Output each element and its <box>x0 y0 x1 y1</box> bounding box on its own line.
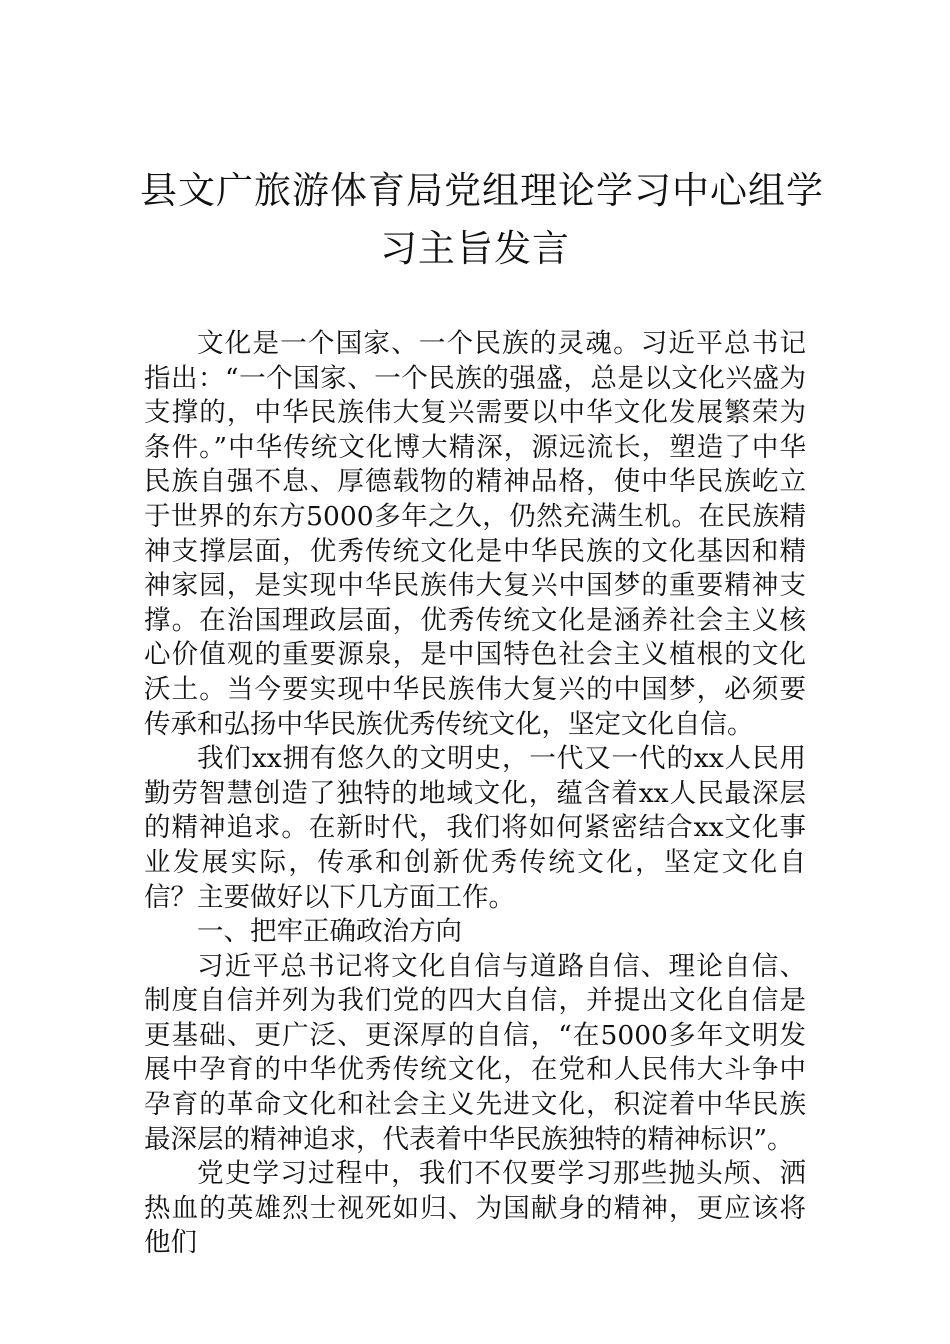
paragraph-3: 习近平总书记将文化自信与道路自信、理论自信、制度自信并列为我们党的四大自信，并提出文化自信是更基础、更广泛、更深厚的自信，“在5000多年文明发展中孕育的中华优秀传统文化，在党和人民伟大斗争中孕育的革命文化和社会主义先进文化，积淀着中华民族最深层的精神追求，代表着中华民族独特的精神标识”。 <box>144 950 806 1155</box>
paragraph-4: 党史学习过程中，我们不仅要学习那些抛头颅、洒热血的英雄烈士视死如归、为国献身的精神，更应该将他们 <box>144 1158 806 1259</box>
section-heading-1: 一、把牢正确政治方向 <box>197 916 462 948</box>
document-title <box>140 162 824 278</box>
paragraph-1: 文化是一个国家、一个民族的灵魂。习近平总书记指出：“一个国家、一个民族的强盛，总是以文化兴盛为支撑的，中华民族伟大复兴需要以中华文化发展繁荣为条件。”中华传统文化博大精深，源远流长，塑造了中华民族自强不息、厚德载物的精神品格，使中华民族屹立于世界的东方5000多年之久，仍然充满生机。在民族精神支撑层面，优秀传统文化是中华民族的文化基因和精神家园，是实现中华民族伟大复兴中国梦的重要精神支撑。在治国理政层面，优秀传统文化是涵养社会主义核心价值观的重要源泉，是中国特色社会主义植根的文化沃土。当今要实现中华民族伟大复兴的中国梦，必须要传承和弘扬中华民族优秀传统文化，坚定文化自信。 <box>144 328 806 740</box>
title-line-1: 县文广旅游体育局党组理论学习中心组学 <box>140 169 824 212</box>
paragraph-2: 我们xx拥有悠久的文明史，一代又一代的xx人民用勤劳智慧创造了独特的地域文化，蕴含着xx人民最深层的精神追求。在新时代，我们将如何紧密结合xx文化事业发展实际，传承和创新优秀传统文化，坚定文化自信？主要做好以下几方面工作。 <box>144 743 806 913</box>
document-body <box>144 327 806 1261</box>
title-line-2: 习主旨发言 <box>380 227 570 270</box>
